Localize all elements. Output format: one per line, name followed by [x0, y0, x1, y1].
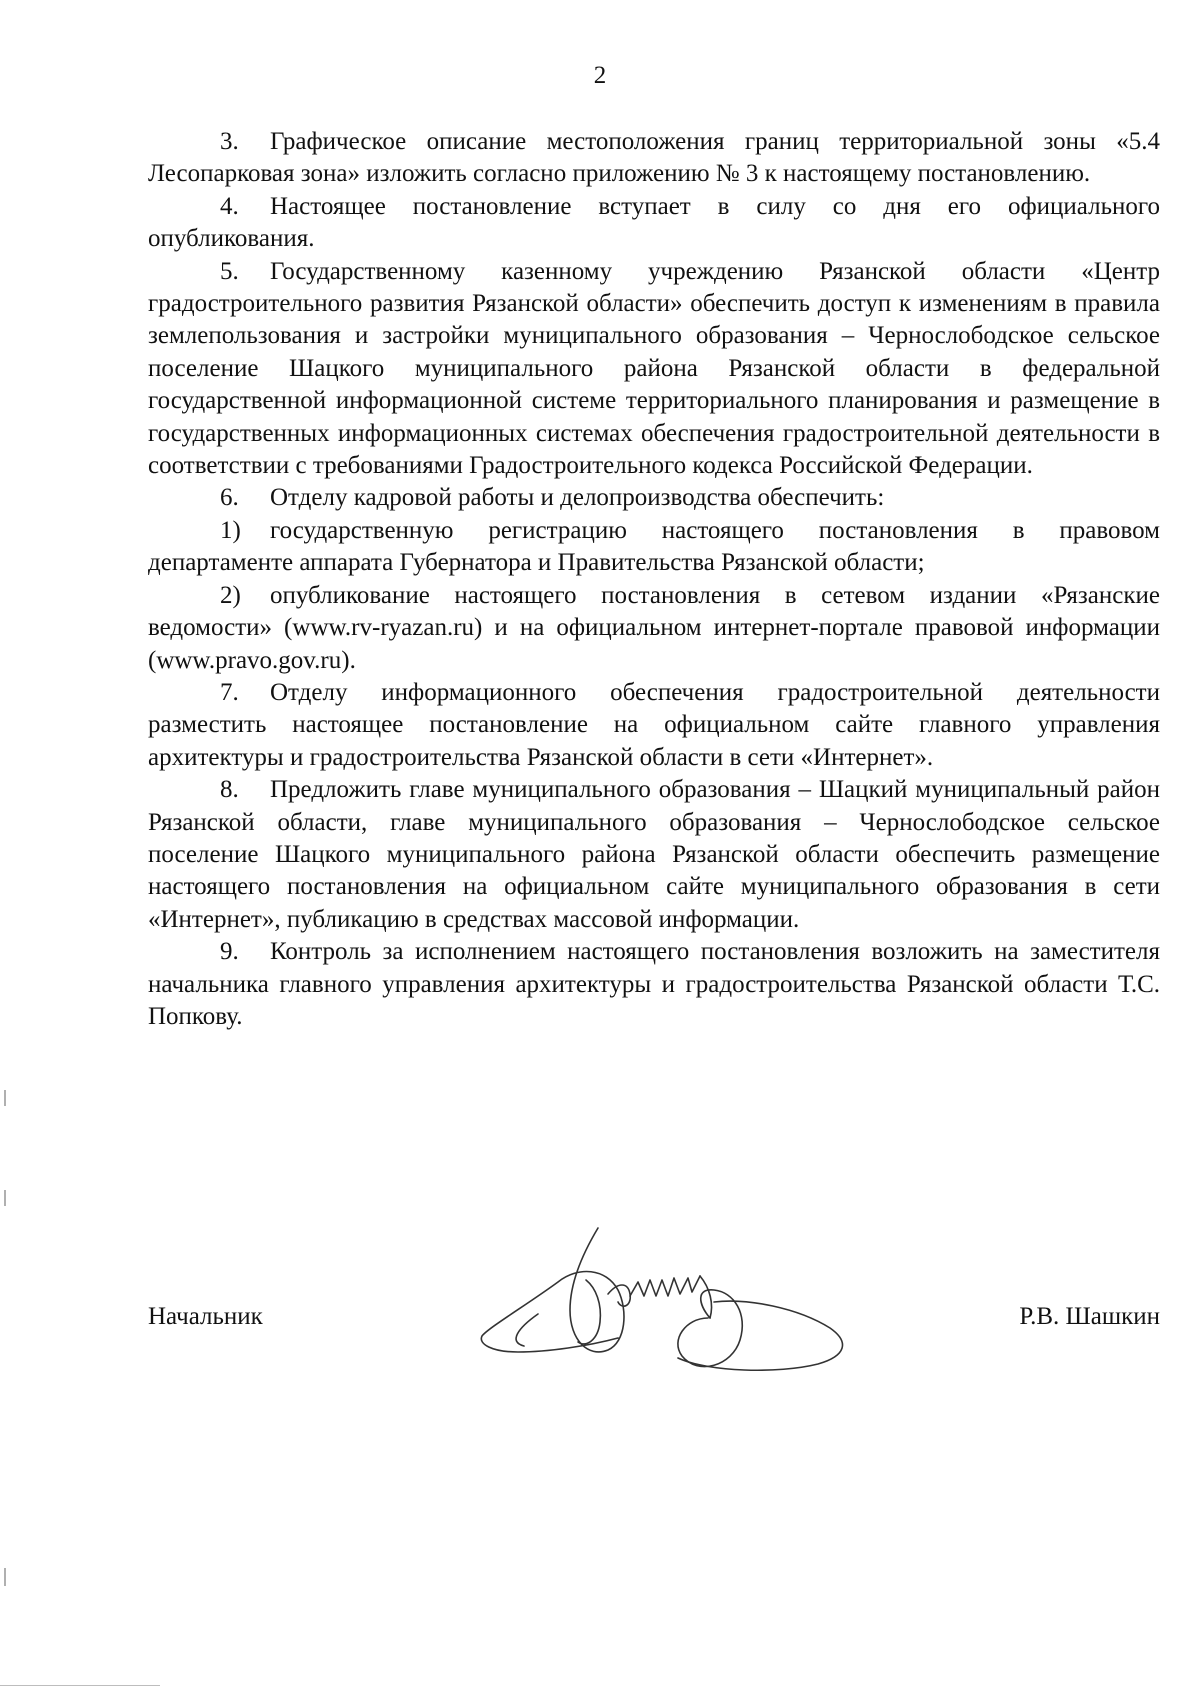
paragraph-number: 4.: [220, 192, 239, 220]
scan-margin-mark: [4, 1190, 6, 1206]
signatory-position: Начальник: [148, 1303, 263, 1330]
paragraph-text: опубликование настоящего постановления в сетевом издании «Рязанские ведомости» (www.rv-ryazan.ru) и на официальном интернет-портале правовой информации (www.pravo.gov.ru).: [148, 581, 1160, 674]
paragraph-number: 1): [220, 516, 241, 544]
paragraph-text: Предложить главе муниципального образования – Шацкий муниципальный район Рязанской области, главе муниципального образования – Чернослободское сельское поселение Шацкого муниципального района Рязанской области обеспечить размещение настоящего постановления на официальном сайте муниципального образования в сети «Интернет», публикацию в средствах массовой информации.: [148, 776, 1160, 933]
paragraph-number: 2): [220, 581, 241, 609]
paragraph-7: [148, 677, 1160, 774]
paragraph-number: 3.: [220, 128, 239, 155]
paragraph-text: Отделу кадровой работы и делопроизводства обеспечить:: [270, 484, 885, 512]
scan-bottom-line: [0, 1685, 160, 1686]
paragraph-number: 9.: [220, 938, 239, 966]
paragraph-text: Контроль за исполнением настоящего постановления возложить на заместителя начальника главного управления архитектуры и градостроительства Рязанской области Т.С. Попкову.: [148, 938, 1160, 1030]
paragraph-number: 7.: [220, 678, 239, 706]
paragraph-text: государственную регистрацию настоящего постановления в правовом департаменте аппарата Губернатора и Правительства Рязанской области;: [148, 516, 1160, 577]
paragraph-4: [148, 191, 1160, 256]
page-number: 2: [593, 62, 607, 89]
paragraph-text: Настоящее постановление вступает в силу со дня его официального опубликования.: [148, 192, 1160, 253]
scan-margin-mark: [4, 1090, 6, 1106]
signature-block: [148, 1301, 1160, 1341]
paragraph-number: 5.: [220, 257, 239, 285]
paragraph-8: [148, 774, 1160, 936]
subparagraph-2: [148, 580, 1160, 677]
paragraph-text: Государственному казенному учреждению Рязанской области «Центр градостроительного развития Рязанской области» обеспечить доступ к изменениям в правила землепользования и застройки муниципального образования – Чернослободское сельское поселение Шацкого муниципального района Рязанской области в федеральной государственной информационной системе территориального планирования и размещение в государственных информационных системах обеспечения градостроительной деятельности в соответствии с требованиями Градостроительного кодекса Российской Федерации.: [148, 257, 1160, 480]
document-body: [148, 126, 1160, 1033]
paragraph-number: 8.: [220, 776, 239, 804]
paragraph-number: 6.: [220, 484, 239, 512]
subparagraph-1: [148, 515, 1160, 580]
paragraph-5: [148, 256, 1160, 483]
paragraph-3: [148, 126, 1160, 191]
scan-margin-mark: [4, 1568, 6, 1586]
paragraph-text: Отделу информационного обеспечения градостроительной деятельности разместить настоящее постановление на официальном сайте главного управления архитектуры и градостроительства Рязанской области в сети «Интернет».: [148, 678, 1160, 771]
signatory-name: Р.В. Шашкин: [1019, 1303, 1160, 1330]
paragraph-9: [148, 936, 1160, 1033]
paragraph-6: [148, 482, 1160, 514]
paragraph-text: Графическое описание местоположения границ территориальной зоны «5.4 Лесопарковая зона» изложить согласно приложению № 3 к настоящему постановлению.: [148, 128, 1160, 188]
